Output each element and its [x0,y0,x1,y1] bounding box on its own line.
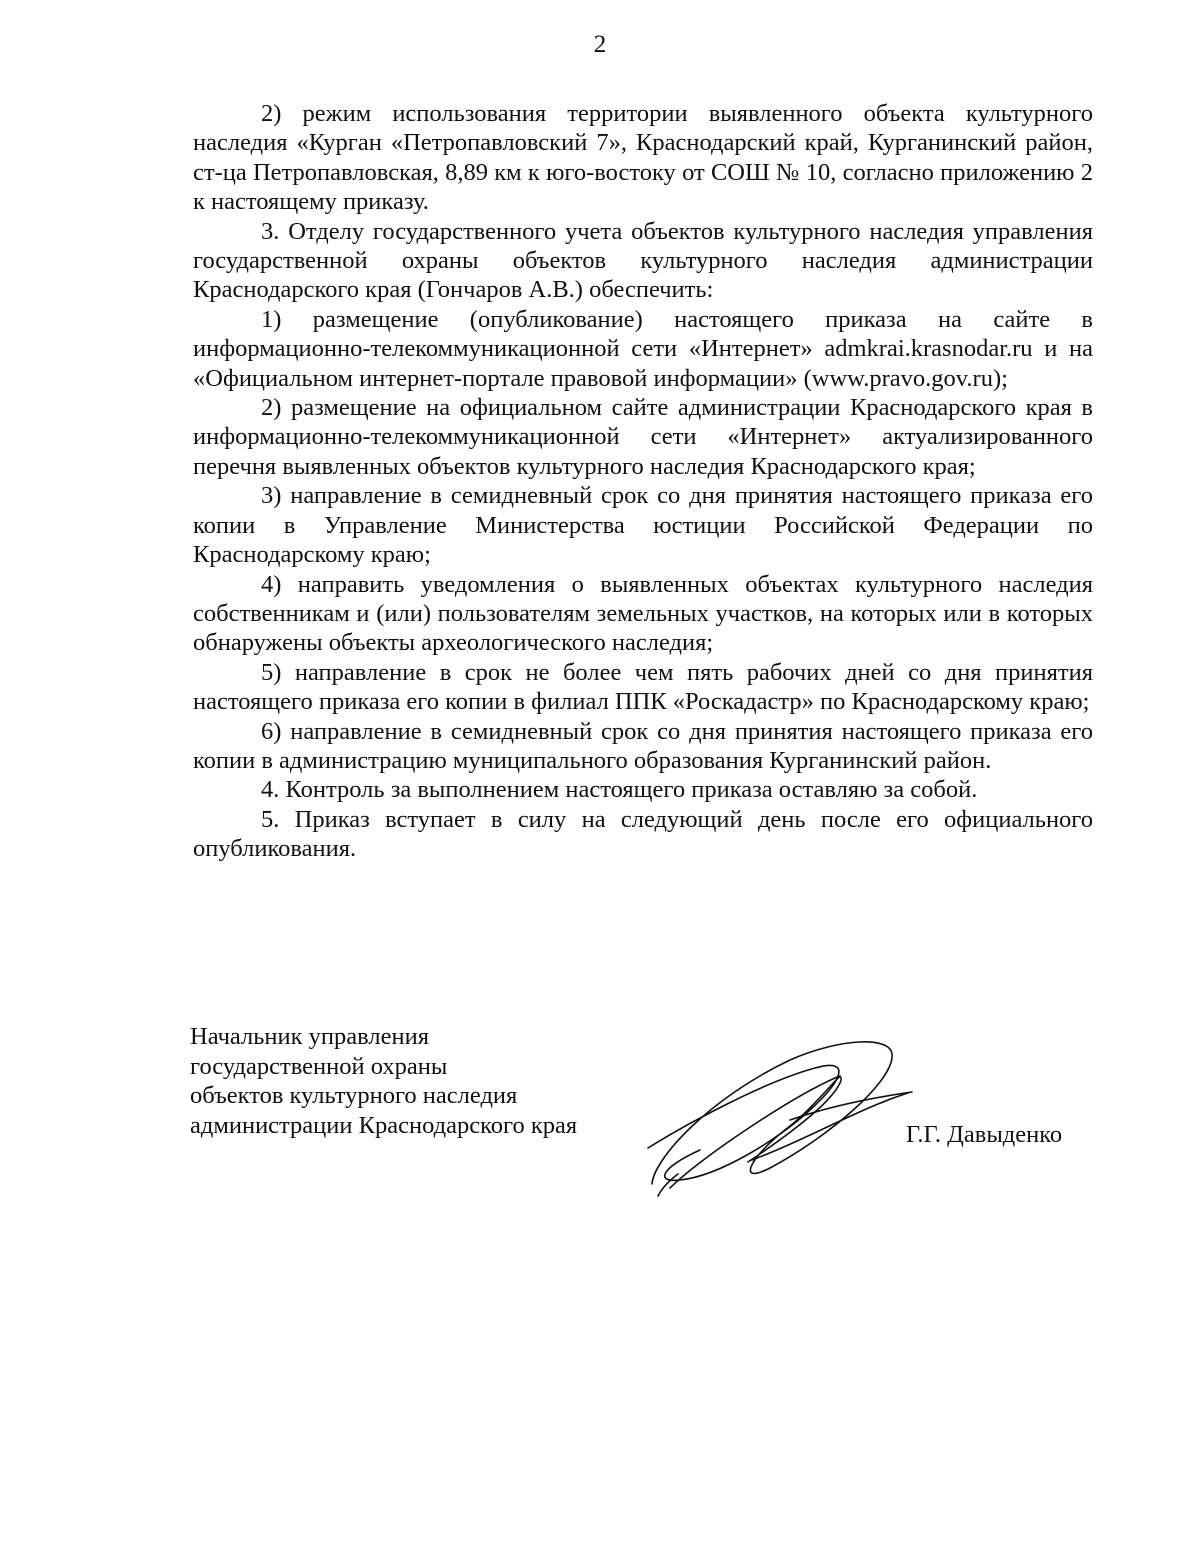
paragraph-item-2-regime: 2) режим использования территории выявленного объекта культурного наследия «Курган «Петропавловский 7», Краснодарский край, Курганинский район, ст-ца Петропавловская, 8,89 км к юго-востоку от СОШ № 10, согласно приложению 2 к настоящему приказу. [193,100,1093,216]
paragraph-clause-3: 3. Отделу государственного учета объектов культурного наследия управления государственной охраны объектов культурного наследия администрации Краснодарского края (Гончаров А.В.) обеспечить: [193,217,1093,304]
paragraph-subitem-1-publication: 1) размещение (опубликование) настоящего приказа на сайте в информационно-телекоммуникационной сети «Интернет» admkrai.krasnodar.ru и на «Официальном интернет-портале правовой информации» (www.pravo.gov.ru); [193,305,1093,392]
paragraph-clause-4-control: 4. Контроль за выполнением настоящего приказа оставляю за собой. [261,776,978,804]
paragraph-subitem-4-notifications: 4) направить уведомления о выявленных объектах культурного наследия собственникам и (или) пользователям земельных участков, на которых или в которых обнаружены объекты археологического наследия; [193,570,1093,657]
signatory-position [190,1022,577,1140]
paragraph-clause-5-effect: 5. Приказ вступает в силу на следующий день после его официального опубликования. [193,805,1093,863]
handwritten-signature-icon [640,1028,930,1198]
signatory-title-line: Начальник управления [190,1023,429,1050]
paragraph-subitem-2-site-list: 2) размещение на официальном сайте администрации Краснодарского края в информационно-телекоммуникационной сети «Интернет» актуализированного перечня выявленных объектов культурного наследия Краснодарского края; [193,394,1093,480]
signatory-title-line: объектов культурного наследия [190,1082,518,1109]
page-number: 2 [593,31,607,58]
signatory-title-line: администрации Краснодарского края [190,1111,578,1139]
signer-name: Г.Г. Давыденко [906,1121,1063,1148]
signatory-title-line: государственной охраны [190,1052,448,1080]
document-body [193,99,1093,864]
paragraph-subitem-5-roskadastr: 5) направление в срок не более чем пять рабочих дней со дня принятия настоящего приказа его копии в филиал ППК «Роскадастр» по Краснодарскому краю; [193,658,1093,716]
paragraph-subitem-6-municipal: 6) направление в семидневный срок со дня принятия настоящего приказа его копии в администрацию муниципального образования Курганинский район. [193,717,1093,774]
paragraph-subitem-3-ministry-justice: 3) направление в семидневный срок со дня принятия настоящего приказа его копии в Управление Министерства юстиции Российской Федерации по Краснодарскому краю; [193,482,1093,569]
